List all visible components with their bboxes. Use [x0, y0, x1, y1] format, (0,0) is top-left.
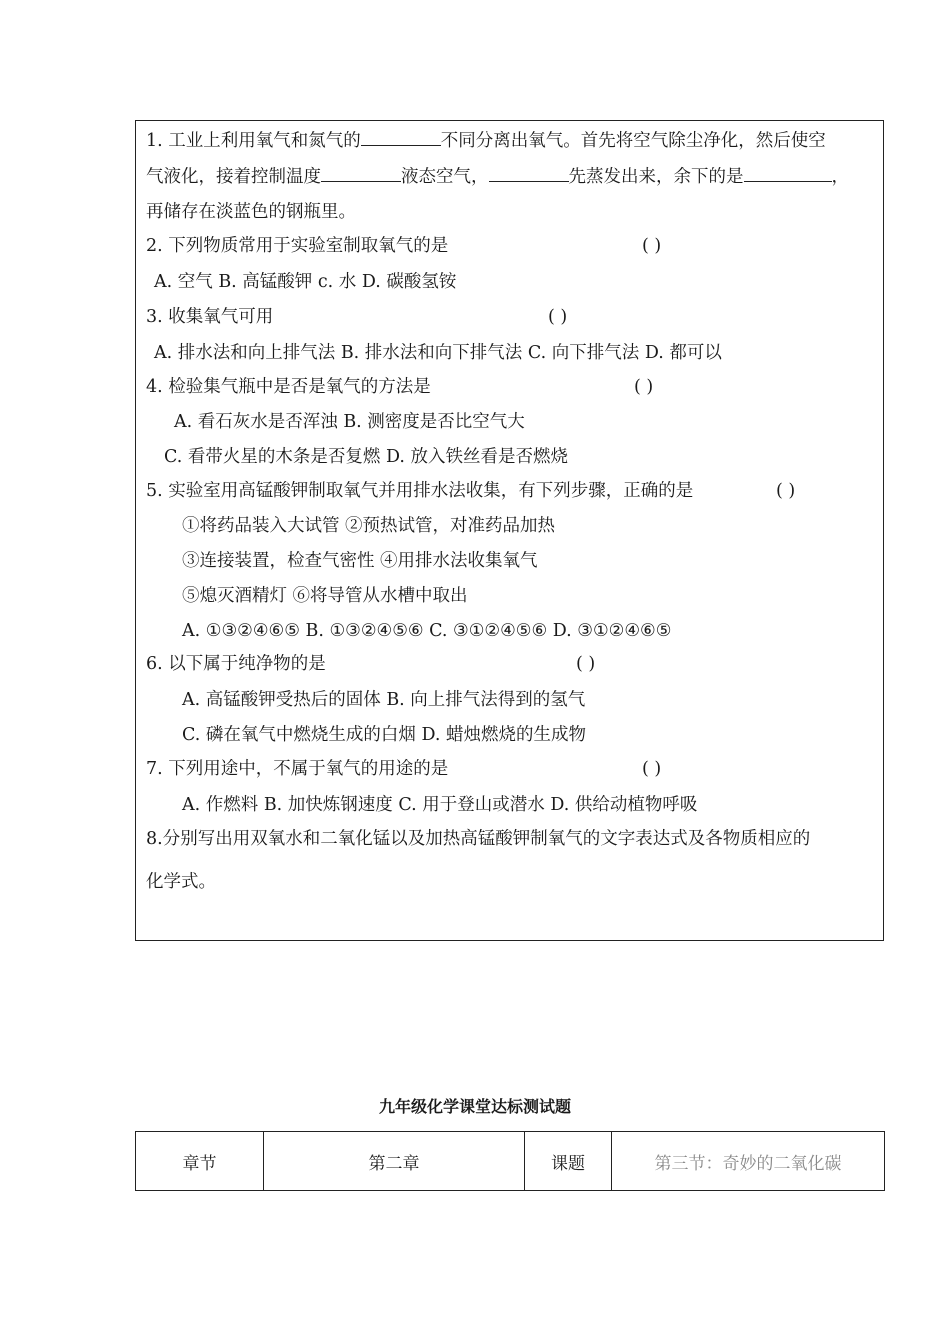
q4-options-1: A. 看石灰水是否浑浊 B. 测密度是否比空气大	[174, 412, 525, 432]
q1-line1	[146, 127, 826, 153]
q4-answer-paren[interactable]: ( )	[634, 377, 654, 397]
answer-blank[interactable]	[321, 163, 401, 182]
chapter-label: 章节	[136, 1132, 264, 1191]
q6-stem: 6. 以下属于纯净物的是	[146, 654, 326, 674]
topic-label: 课题	[525, 1132, 612, 1191]
q1-line2	[146, 163, 849, 189]
q5-stem: 5. 实验室用高锰酸钾制取氧气并用排水法收集，有下列步骤，正确的是	[146, 481, 694, 501]
q5-steps-1: ①将药品装入大试管 ②预热试管，对准药品加热	[182, 516, 556, 536]
q1-text-d: 液态空气，	[401, 167, 489, 187]
q7-answer-paren[interactable]: ( )	[642, 759, 662, 779]
q7-stem: 7. 下列用途中，不属于氧气的用途的是	[146, 759, 449, 779]
q6-answer-paren[interactable]: ( )	[576, 654, 596, 674]
q1-text-c: 气液化，接着控制温度	[146, 167, 321, 187]
q3-options: A. 排水法和向上排气法 B. 排水法和向下排气法 C. 向下排气法 D. 都可以	[154, 343, 722, 363]
test-title: 九年级化学课堂达标测试题	[378, 1097, 571, 1116]
q7-options: A. 作燃料 B. 加快炼钢速度 C. 用于登山或潜水 D. 供给动植物呼吸	[182, 795, 698, 815]
q1-text-a: 1. 工业上利用氧气和氮气的	[146, 131, 361, 151]
q3-answer-paren[interactable]: ( )	[548, 307, 568, 327]
chapter-value: 第二章	[264, 1132, 525, 1191]
q8-line1: 8.分别写出用双氧水和二氧化锰以及加热高锰酸钾制氧气的文字表达式及各物质相应的	[146, 829, 811, 849]
q1-text-e: 先蒸发出来，余下的是	[568, 167, 744, 187]
q5-steps-3: ⑤熄灭酒精灯 ⑥将导管从水槽中取出	[182, 586, 468, 606]
q2-stem: 2. 下列物质常用于实验室制取氧气的是	[146, 236, 449, 256]
q4-options-2: C. 看带火星的木条是否复燃 D. 放入铁丝看是否燃烧	[164, 447, 568, 467]
q5-answer-paren[interactable]: ( )	[776, 481, 796, 501]
q2-answer-paren[interactable]: ( )	[642, 236, 662, 256]
q6-options-1: A. 高锰酸钾受热后的固体 B. 向上排气法得到的氢气	[182, 690, 586, 710]
q5-options: A. ①③②④⑥⑤ B. ①③②④⑤⑥ C. ③①②④⑤⑥ D. ③①②④⑥⑤	[182, 621, 672, 641]
answer-blank[interactable]	[489, 163, 569, 182]
q8-line2: 化学式。	[146, 872, 216, 892]
topic-value: 第三节：奇妙的二氧化碳	[612, 1132, 885, 1191]
q6-options-2: C. 磷在氧气中燃烧生成的白烟 D. 蜡烛燃烧的生成物	[182, 725, 586, 745]
chapter-info-table	[135, 1131, 885, 1191]
q4-stem: 4. 检验集气瓶中是否是氧气的方法是	[146, 377, 431, 397]
answer-blank[interactable]	[744, 163, 832, 182]
q1-line3: 再储存在淡蓝色的钢瓶里。	[146, 202, 356, 222]
q5-steps-2: ③连接装置，检查气密性 ④用排水法收集氧气	[182, 551, 538, 571]
q2-options: A. 空气 B. 高锰酸钾 c. 水 D. 碳酸氢铵	[154, 272, 457, 292]
answer-blank[interactable]	[361, 127, 441, 146]
question-box	[135, 120, 884, 941]
q1-text-f: ，	[831, 167, 849, 187]
q3-stem: 3. 收集氧气可用	[146, 307, 274, 327]
q1-text-b: 不同分离出氧气。首先将空气除尘净化，然后使空	[440, 131, 826, 151]
